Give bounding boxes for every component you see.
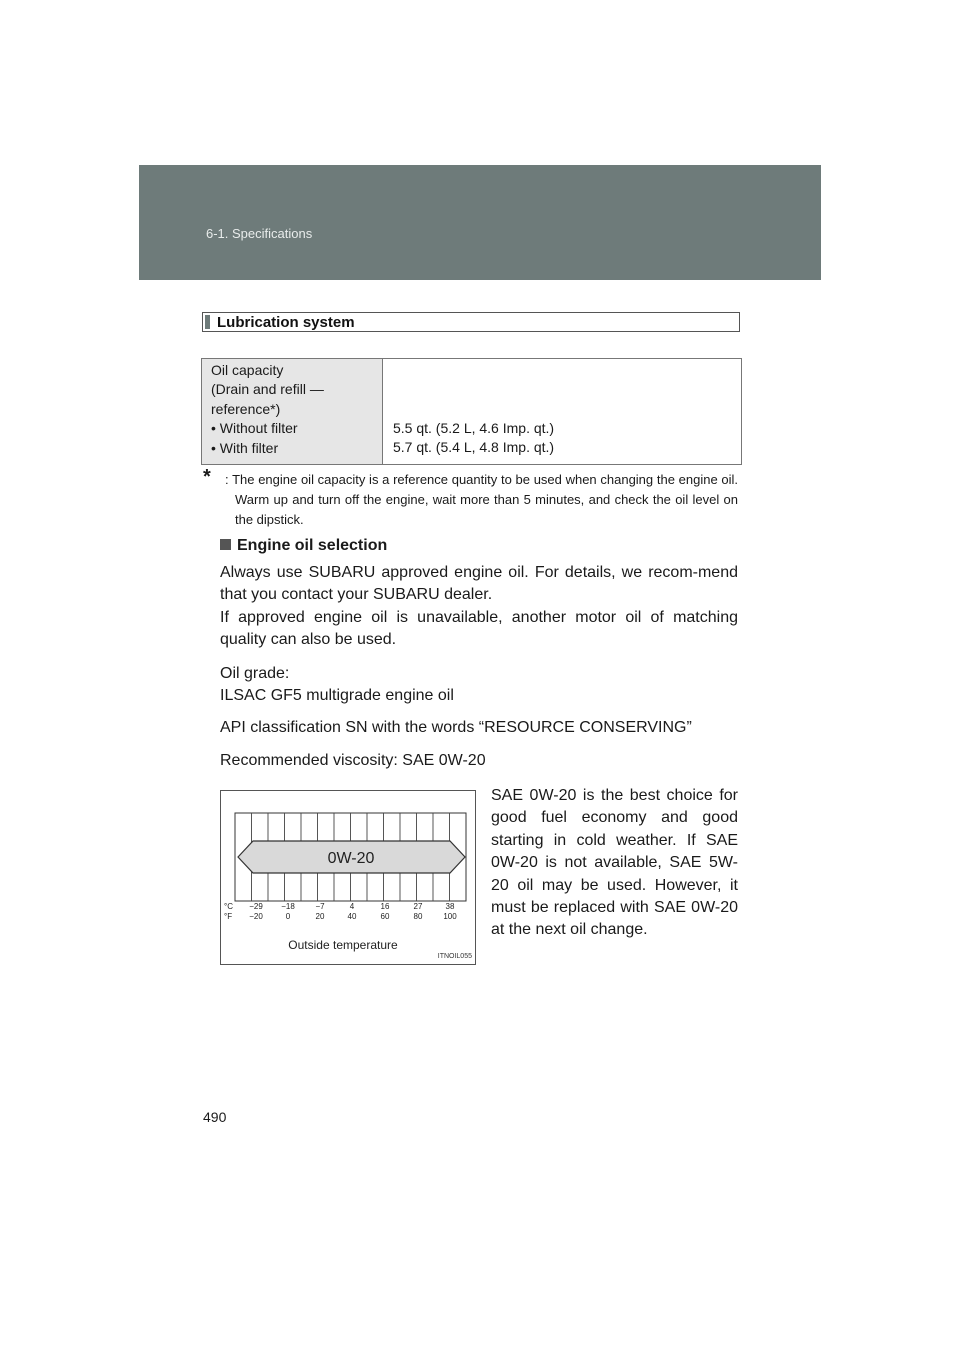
fahrenheit-tick-label: 40	[347, 912, 357, 921]
celsius-tick-label: 4	[349, 902, 355, 911]
fahrenheit-tick-label: 80	[413, 912, 423, 921]
spec-value-cell	[383, 359, 741, 464]
fahrenheit-tick-label: 20	[315, 912, 325, 921]
viscosity-chart-svg	[221, 791, 477, 966]
oil-grade-label: Oil grade:	[220, 665, 290, 682]
oil-capacity-table	[201, 358, 742, 465]
page-number: 490	[203, 1109, 227, 1125]
spec-label-cell	[202, 359, 383, 464]
celsius-tick-label: 16	[380, 902, 390, 911]
recommended-viscosity: Recommended viscosity: SAE 0W-20	[220, 752, 486, 769]
spec-label-line: (Drain and refill —	[211, 381, 324, 398]
celsius-tick-label: −29	[249, 902, 263, 911]
api-classification: API classification SN with the words “RESOURCE CONSERVING”	[220, 719, 692, 736]
paragraph-alternative-oil: If approved engine oil is unavailable, another motor oil of matching quality can also be used.	[220, 609, 738, 648]
fahrenheit-tick-label: −20	[249, 912, 263, 921]
viscosity-note: SAE 0W-20 is the best choice for good fuel economy and good starting in cold weather. If SAE 0W-20 is not available, SAE 5W-20 oil may be used. However, it must be replaced with SAE 0W-20 at the next oil change.	[491, 787, 738, 939]
spec-value-without-filter: 5.5 qt. (5.2 L, 4.6 Imp. qt.)	[393, 420, 555, 436]
engine-oil-heading-text: Engine oil selection	[237, 537, 388, 554]
celsius-tick-label: −18	[281, 902, 295, 911]
fahrenheit-unit: °F	[224, 912, 233, 921]
header-band	[139, 165, 821, 280]
breadcrumb: 6-1. Specifications	[206, 226, 313, 241]
celsius-tick-labels	[249, 902, 455, 911]
engine-oil-heading	[220, 537, 387, 555]
fahrenheit-tick-label: 100	[443, 912, 457, 921]
spec-label-line: • Without filter	[211, 420, 298, 437]
square-bullet-icon	[220, 539, 231, 550]
footnote	[203, 466, 738, 530]
figure-caption: Outside temperature	[288, 938, 398, 952]
fahrenheit-tick-label: 0	[285, 912, 291, 921]
spec-label-line: Oil capacity	[211, 362, 284, 378]
viscosity-chart	[220, 790, 476, 965]
spec-value-with-filter: 5.7 qt. (5.4 L, 4.8 Imp. qt.)	[393, 439, 555, 456]
celsius-tick-label: 38	[445, 902, 455, 911]
viscosity-band-label: 0W-20	[327, 850, 375, 867]
celsius-unit: °C	[224, 902, 233, 911]
paragraph-approved-oil: Always use SUBARU approved engine oil. For details, we recom-mend that you contact your SUBARU dealer.	[220, 564, 738, 603]
section-accent	[205, 315, 210, 329]
oil-grade-value: ILSAC GF5 multigrade engine oil	[220, 687, 454, 704]
footnote-marker: *	[203, 466, 211, 488]
section-title: Lubrication system	[217, 314, 355, 331]
section-title-bar	[202, 312, 740, 332]
figure-code: ITNOIL055	[437, 953, 472, 960]
spec-label-line: • With filter	[211, 439, 279, 456]
spec-label-line: reference*)	[211, 400, 281, 417]
fahrenheit-tick-label: 60	[380, 912, 390, 921]
fahrenheit-tick-labels	[249, 912, 457, 921]
footnote-text: : The engine oil capacity is a reference quantity to be used when changing the engine oil. Warm up and turn off the engine, wait more than 5 minutes, and check the oil level on the dipstick.	[225, 472, 738, 527]
celsius-tick-label: 27	[413, 902, 423, 911]
celsius-tick-label: −7	[315, 902, 325, 911]
